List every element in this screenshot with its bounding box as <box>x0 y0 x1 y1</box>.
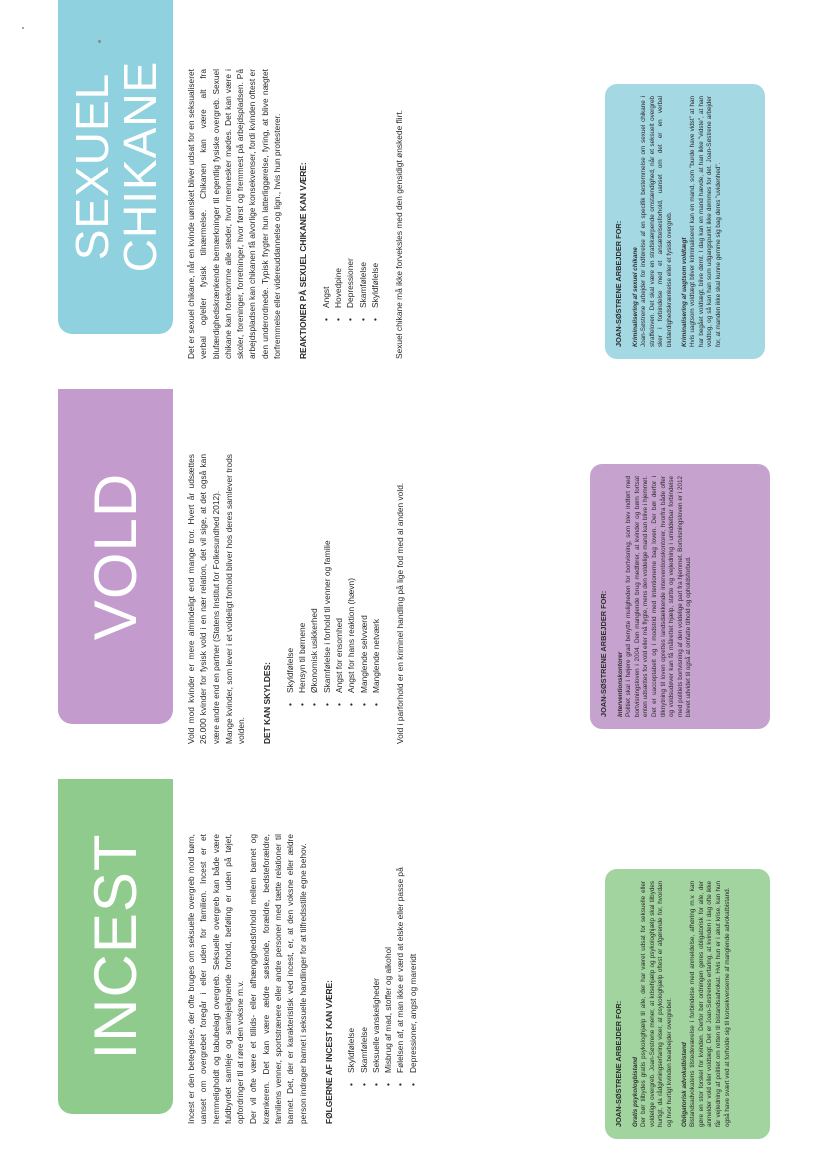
info-box-subtitle: Interventionskontorer <box>616 651 624 717</box>
vold-reasons-heading: DET KAN SKYLDES: <box>262 662 273 744</box>
info-box-text: Joan-Søstrene arbejder for indførelse af en specifik bestemmelse om sexuel chikane i straffeloven. Det skal være en strafskærpende omstændighed, når et seksuelt overgreb sker i forbindelse med et ansættelsesforhold, uanset om det er en verbal blufærdighedskrænkelse eller et fysisk overgreb. <box>640 96 673 347</box>
vold-info-box <box>590 464 770 729</box>
list-item: • Angst <box>320 69 332 321</box>
list-item: • Manglende netværk <box>370 454 382 706</box>
list-item: • Angst for ensomhed <box>333 454 345 706</box>
incest-paragraph: Der vil ofte være et tillids- eller afhængighedsforhold mellem barnet og krænkeren. Det kan være ældre søskende, forældre, bedsteforældre, familiens venner, sportstrænere eller andre personer med tætte relationer til barnet. Det, der er karakteristisk ved incest, er, at den voksne eller ældre person indrager barnet i seksuelle handlinger for at tilfredsstille egne behov. <box>248 834 308 1124</box>
incest-title-banner <box>58 779 173 1114</box>
vold-body <box>185 454 407 744</box>
chikane-title-line: CHIKANE <box>113 60 166 273</box>
sexuel-reactions-list <box>320 69 381 359</box>
sexuel-chikane-closing: Sexuel chikane må ikke forveksles med den gensidigt ønskede flirt. <box>394 109 405 359</box>
sexuel-title-line: SEXUEL <box>65 72 118 261</box>
sexuel-chikane-paragraph: Det er sexuel chikane, når en kvinde uønsket bliver udsat for en seksualiseret verbal og/eller fysisk tilnærmelse. Chikanen kan være alt fra blufærdighedskrænkende bemærkninger til egentlig fysiske overgreb. Sexuel chikane kan forekomme alle steder, hvor mennesker mødes. Det kan være i skoler, foreninger, forretninger, hvor først og fremmest på arbejdspladsen. På arbejdspladsen kan chikanen få alvorlige konsekvenser, fordi kvinden oftest er den underordnede. Typisk frygter hun latterliggørelse, fyring, at blive nægtet forfremmelse eller videreuddannelse og lign., hvis hun protesterer. <box>186 69 283 359</box>
info-box-text: Der bør tilbydes gratis psykologhjælp til alle, der har været udsat for seksuelle eller voldelige overgreb. Joan-Søstrene mener, at krisehjælp og psykologhjælp skal tilbydes hurtigt, da rådgivningserfaring viser, at psykologhjælp oftest er afgørende for, hvordan og hvor hurtigt kvinden bearbejder overgrebet. <box>640 881 673 1127</box>
vold-column <box>0 389 826 779</box>
info-box-text: Politiet skal i højere grad benytte muligheden for bortvisning, som blev indført med bortvisningsloven i 2004. Den manglende brug medfører, at kvinder og børn fortsat enten udsættes for vold eller må flygte, mens den voldelige mand kan blive i hjemmet. Det er uacceptabelt og i modstrid med intentionerne bag loven. Der bør derfor i tilknytning til loven oprettes landsdækkende interventionskontorer, hvorfra både offer og voldsudøver kan få målrettet hjælp, støtte og vejledning i umiddelbar forbindelse med politiets bortvisning af den voldelige part fra hjemmet. Bortvisningsloven er i 2012 blevet udvidet til også at omfatte tilhold og opholdsforbud. <box>625 476 693 717</box>
incest-info-box <box>605 869 770 1139</box>
list-item: • Skyldfølelse <box>345 834 357 1086</box>
info-box-text: Hvis uagtsom voldtægt bliver kriminaliseret kan en mand, som "burde have vidst" at han har begået voldtægt, blive dømt. I dag kan en mand hævde, at han ikke "vidste", at han voldtog, og så kan han som udgangspunkt ikke dømmes for det. Joan-Søstrene arbejder for, at manden ikke skal kunne gemme sig bag deres "uvidenhed". <box>689 96 722 347</box>
info-box-subtitle: Obligatorisk advokatbistand <box>680 1042 688 1127</box>
vold-reasons-list <box>284 454 382 744</box>
list-item: • Angst for hans reaktion (hævn) <box>345 454 357 706</box>
incest-consequences-heading: FØLGERNE AF INCEST KAN VÆRE: <box>323 980 334 1124</box>
list-item: • Økonomisk usikkerhed <box>308 454 320 706</box>
list-item: • Depressioner <box>344 69 356 321</box>
list-item: • Følelsen af, at man ikke er værd at elske eller passe på <box>394 834 406 1086</box>
sexuel-chikane-title-banner <box>58 0 173 334</box>
list-item: • Hovedpine <box>332 69 344 321</box>
sexuel-chikane-info-box <box>605 84 765 359</box>
list-item: • Depressioner, angst og mareridt <box>407 834 419 1086</box>
vold-paragraph: Vold mod kvinder er mere almindeligt end mange tror. Hvert år udsættes 26.000 kvinder for fysisk vold i en nær relation, det vil sige, at det også kan være andre end en partner (Statens Institut for Folkesundhed 2012). <box>186 454 221 744</box>
scan-speck <box>22 27 24 29</box>
scan-speck <box>98 40 101 43</box>
list-item: • Skamfølelse <box>358 834 370 1086</box>
list-item: • Skamfølelse i forhold til venner og familie <box>321 454 333 706</box>
info-box-title: JOAN-SØSTRENE ARBEJDER FOR: <box>614 220 623 347</box>
list-item: • Hensyn til børnene <box>296 454 308 706</box>
vold-closing: Vold i parforhold er en kriminel handling på lige fod med al anden vold. <box>395 482 406 744</box>
incest-consequences-list <box>345 834 419 1124</box>
list-item: • Seksuelle vanskeligheder <box>370 834 382 1086</box>
sexuel-reactions-heading: REAKTIONER PÅ SEXUEL CHIKANE KAN VÆRE: <box>298 162 309 359</box>
list-item: • Misbrug af mad, stoffer og alkohol <box>382 834 394 1086</box>
incest-body <box>185 834 431 1124</box>
sexuel-chikane-body <box>185 69 406 359</box>
vold-title: VOLD <box>81 472 149 641</box>
info-box-subtitle: Kriminalisering af uagtsom voldtægt <box>680 237 688 347</box>
incest-paragraph: Incest er den betegnelse, der ofte bruges om seksuelle overgreb mod børn, uanset om overgrebet foregår i eller uden for familien. Incest er et hemmeligholdt og tabubelagt overgreb. Seksuelle overgreb kan både være fuldbyrdet samleje og samlejelignende forhold, beføling er uden på tøjet, opfordringer til at røre den voksne m.v. <box>186 834 246 1124</box>
vold-paragraph: Mange kvinder, som lever i et voldeligt forhold bliver hos deres samlever trods volden. <box>223 454 247 744</box>
info-box-text: Bistandsadvokatens tilstedeværelse i forbindelse med anmeldelse, afhøring m.v. kan gøre en stor forskel for kvinden. Derfor bør ordningen gøres obligatorisk for alle, der anmelder vold eller voldtægt. Det er Joan-Søstrenes erfaring, at kvinden i dag ofte ikke får vejledning af politiet om retten til bistandsadvokat. Hvis hun er i akut krise, kan hun også have svært ved at forholde sig til konsekvenserne af manglende advokatbistand. <box>689 881 731 1127</box>
list-item: • Skamfølelse <box>357 69 369 321</box>
info-box-subtitle: Kriminalisering af sexuel chikane <box>631 247 639 347</box>
info-box-subtitle: Gratis psykologbistand <box>631 1057 639 1127</box>
list-item: • Manglende selvværd <box>358 454 370 706</box>
list-item: • Skyldfølelse <box>369 69 381 321</box>
sexuel-chikane-column <box>0 0 826 389</box>
info-box-title: JOAN-SØSTRENE ARBEJDER FOR: <box>614 1000 623 1127</box>
incest-column <box>0 779 826 1169</box>
vold-title-banner <box>58 389 173 724</box>
info-box-title: JOAN-SØSTRENE ARBEJDER FOR: <box>599 590 608 717</box>
incest-title: INCEST <box>81 833 149 1060</box>
list-item: • Skyldfølelse <box>284 454 296 706</box>
